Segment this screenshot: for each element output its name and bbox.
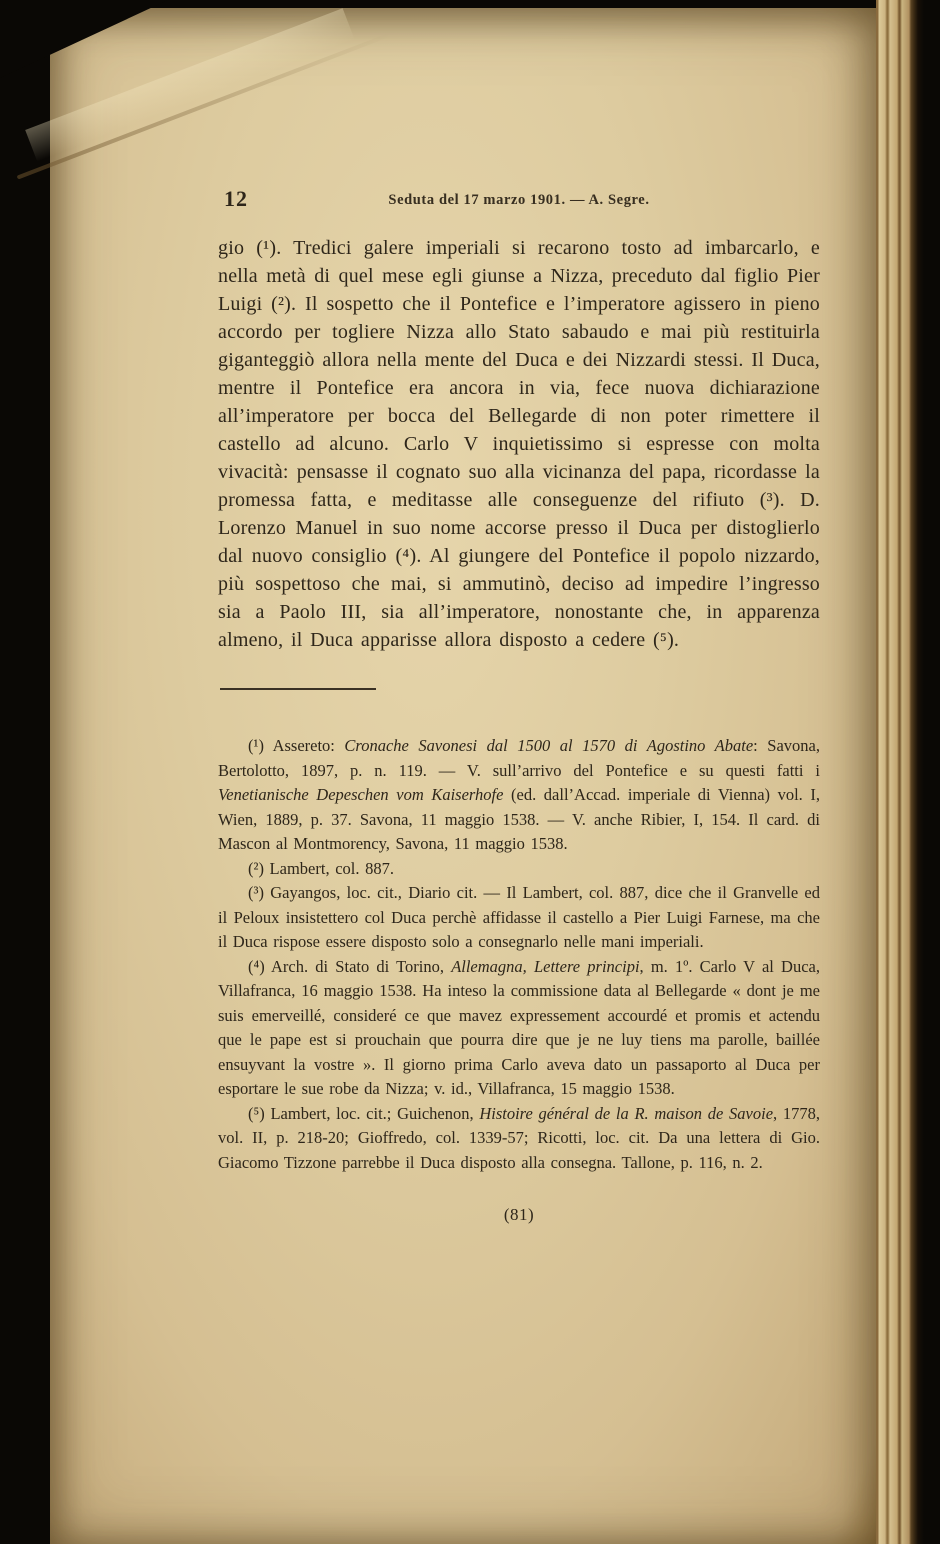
printed-content bbox=[218, 186, 820, 1225]
footnote-text: (⁵) Lambert, loc. cit.; Guichenon, bbox=[248, 1103, 480, 1123]
footnote-text: : Savona, Bertolotto, 1897, p. n. 119. — V. sull’arrivo del Pontefice e su questi fatti i bbox=[218, 736, 820, 780]
book-page-edges bbox=[876, 0, 940, 1544]
page-number: 12 bbox=[224, 186, 248, 211]
folded-corner-shadow bbox=[0, 0, 168, 78]
footnotes bbox=[218, 734, 820, 1175]
footnote-italic-text: Cronache Savonesi dal 1500 al 1570 di Agostino Abate bbox=[344, 736, 754, 755]
footnote-text: , 1778, vol. II, p. 218-20; Gioffredo, col. 1339-57; Ricotti, loc. cit. Da una lettera di Gio. Giacomo Tizzone parrebbe il Duca disposto alla consegna. Tallone, p. 116, n. 2. bbox=[218, 1103, 820, 1172]
page-header bbox=[218, 186, 820, 212]
footnote-separator bbox=[220, 688, 376, 690]
footnote-text: , m. 1º. Carlo V al Duca, Villafranca, 16 maggio 1538. Ha inteso la commissione data al Bellegarde « dont je me suis emerveillé, consideré ce que mavez expressement accourdé et promis et actendu que le pape est si prouchain que pourra dire que je ne luy tiens ma parolle, baillée ensuyvant la vostre ». Il giorno prima Carlo aveva dato un passaporto al Duca per esportare le sue robe da Nizza; v. id., Villafranca, 15 maggio 1538. bbox=[218, 956, 820, 1098]
running-title: Seduta del 17 marzo 1901. — A. Segre. bbox=[388, 192, 650, 208]
footnote bbox=[218, 857, 820, 882]
footnote bbox=[218, 734, 820, 857]
footnote bbox=[218, 881, 820, 955]
footnote-italic-text: Venetianische Depeschen vom Kaiserhofe bbox=[218, 785, 504, 804]
footnote bbox=[218, 955, 820, 1102]
footnote-italic-text: Allemagna, Lettere principi bbox=[451, 956, 640, 976]
signature-number: (81) bbox=[503, 1205, 535, 1224]
footnote-text: (²) Lambert, col. 887. bbox=[248, 858, 394, 878]
footnote-text: (³) Gayangos, loc. cit., Diario cit. — Il Lambert, col. 887, dice che il Granvelle ed il Peloux insistettero col Duca perchè affidasse il castello a Pier Luigi Farnese, ma che il Duca rispose essere disposto solo a consegnarlo nelle mani imperiali. bbox=[218, 883, 820, 951]
footnote bbox=[218, 1102, 820, 1176]
footnote-text: (ed. dall’Accad. imperiale di Vienna) vol. I, Wien, 1889, p. 37. Savona, 11 maggio 1538. — V. anche Ribier, I, 154. Il card. di Mascon al Montmorency, Savona, 11 maggio 1538. bbox=[218, 785, 820, 853]
footnote-italic-text: Histoire général de la R. maison de Savoie bbox=[479, 1103, 774, 1123]
footnote-text: (⁴) Arch. di Stato di Torino, bbox=[248, 956, 452, 976]
body-paragraph: gio (¹). Tredici galere imperiali si recarono tosto ad imbarcarlo, e nella metà di quel mese egli giunse a Nizza, preceduto dal figlio Pier Luigi (²). Il sospetto che il Pontefice e l’imperatore agissero in pieno accordo per togliere Nizza allo Stato sabaudo e mai più restituirla giganteggiò allora nella mente del Duca e dei Nizzardi stessi. Il Duca, mentre il Pontefice era ancora in via, fece nuova dichiarazione all’imperatore per bocca del Bellegarde di non poter rimettere il castello ad alcuno. Carlo V inquietissimo si espresse con molta vivacità: pensasse il cognato suo alla vicinanza del papa, ricordasse la promessa fatta, e meditasse alle conseguenze del rifiuto (³). D. Lorenzo Manuel in suo nome accorse presso il Duca per distoglierlo dal nuovo consiglio (⁴). Al giungere del Pontefice il popolo nizzardo, più sospettoso che mai, si ammutinò, deciso ad impedire l’ingresso sia a Paolo III, sia all’imperatore, nonostante che, in apparenza almeno, il Duca apparisse allora disposto a cedere (⁵). bbox=[218, 237, 820, 651]
footnote-text: (¹) Assereto: bbox=[248, 736, 345, 755]
